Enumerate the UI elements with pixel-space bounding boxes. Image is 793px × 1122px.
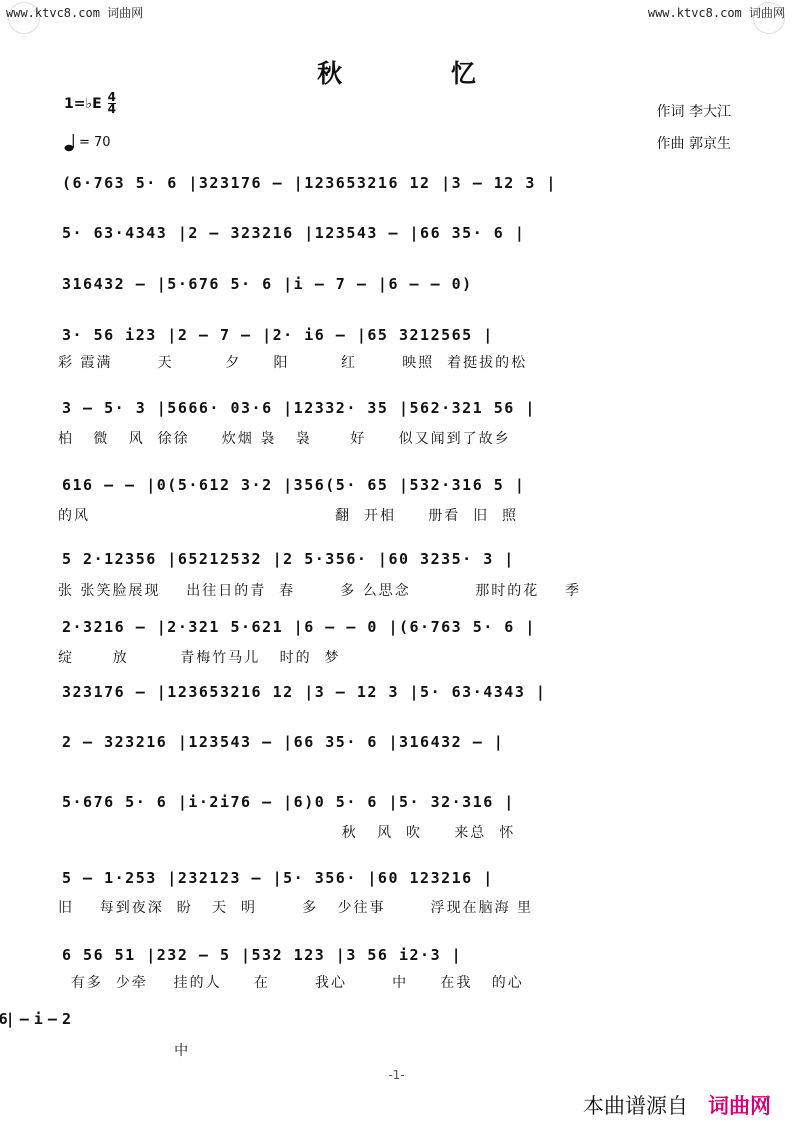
site-url-left[interactable]: www.ktvc8.com 词曲网 bbox=[6, 6, 144, 20]
lyric-line: 中 bbox=[58, 1043, 191, 1059]
notation-line: 316432 – |5·676 5· 6 |i – 7 – |6 – – 0) bbox=[62, 275, 473, 293]
tempo-value: = 70 bbox=[79, 134, 111, 150]
page-number: -1- bbox=[388, 1068, 405, 1082]
notation-line: 5· 63·4343 |2 – 323216 |123543 – |66 35· 6 | bbox=[62, 224, 526, 242]
lyric-line: 有多 少牵 挂的人 在 我心 中 在我 的心 bbox=[58, 975, 524, 991]
notation-line: 3· 56 i23 |2 – 7 – |2· i6 – |65 3212565 | bbox=[62, 326, 494, 344]
score-system bbox=[58, 174, 730, 208]
notation-line: 323176 – |123653216 12 |3 – 12 3 |5· 63·4343 | bbox=[62, 683, 547, 701]
lyric-line: 的风 翻 开相 册看 旧 照 bbox=[58, 508, 519, 524]
lyricist-credit: 作词 李大江 bbox=[656, 104, 731, 120]
notation-line bbox=[62, 1010, 726, 1028]
score-system bbox=[58, 224, 730, 258]
notation-line: 6 56 51 |232 – 5 |532 123 |3 56 i2·3 | bbox=[62, 946, 463, 964]
notation-line: 2 – 323216 |123543 – |66 35· 6 |316432 – | bbox=[62, 733, 505, 751]
composer-credit: 作曲 郭京生 bbox=[656, 136, 731, 152]
notation-line: (6·763 5· 6 |323176 – |123653216 12 |3 – 12 3 | bbox=[62, 174, 557, 192]
lyric-line: 秋 风 吹 来总 怀 bbox=[58, 825, 516, 841]
score-system bbox=[58, 1010, 730, 1044]
score-system bbox=[58, 683, 730, 717]
score-system bbox=[58, 275, 730, 309]
quarter-note-icon bbox=[64, 132, 76, 152]
notation-line: 5 – 1·253 |232123 – |5· 356· |60 123216 | bbox=[62, 869, 494, 887]
source-brand-link[interactable]: 词曲网 bbox=[708, 1094, 771, 1118]
site-url-right[interactable]: www.ktvc8.com 词曲网 bbox=[647, 6, 785, 20]
lyric-line: 柏 微 风 徐徐 炊烟 袅 袅 好 似又闻到了故乡 bbox=[58, 431, 511, 447]
key-signature bbox=[64, 92, 116, 115]
song-title: 秋 忆 bbox=[317, 59, 526, 88]
time-signature bbox=[108, 92, 116, 115]
time-top: 4 bbox=[107, 90, 116, 104]
score-system bbox=[58, 733, 730, 767]
notation-line: 5·676 5· 6 |i·2i76 – |6)0 5· 6 |5· 32·316 | bbox=[62, 793, 515, 811]
score-system bbox=[58, 550, 730, 584]
lyric-line: 彩 霞满 天 夕 阳 红 映照 着挺拔的松 bbox=[58, 355, 528, 371]
lyric-line: 旧 每到夜深 盼 天 明 多 少往事 浮现在脑海 里 bbox=[58, 900, 534, 916]
lyric-line: 张 张笑脸展现 出往日的青 春 多 么思念 那时的花 季 bbox=[58, 583, 582, 599]
notation-line: 5 2·12356 |65212532 |2 5·356· |60 3235· 3 | bbox=[62, 550, 515, 568]
footer-source bbox=[583, 1090, 771, 1120]
notation-line: 616 – – |0(5·612 3·2 |356(5· 65 |532·316 5 | bbox=[62, 476, 526, 494]
notation-line: 3 – 5· 3 |5666· 03·6 |12332· 35 |562·321 56 | bbox=[62, 399, 536, 417]
time-bottom: 4 bbox=[107, 102, 116, 116]
lyric-line: 绽 放 青梅竹马儿 时的 梦 bbox=[58, 650, 341, 666]
notation-line: 2·3216 – |2·321 5·621 |6 – – 0 |(6·763 5· 6 | bbox=[62, 618, 536, 636]
key-text: 1=♭E bbox=[64, 95, 102, 112]
source-label: 本曲谱源自 bbox=[583, 1094, 688, 1118]
tempo-marking bbox=[64, 132, 111, 152]
